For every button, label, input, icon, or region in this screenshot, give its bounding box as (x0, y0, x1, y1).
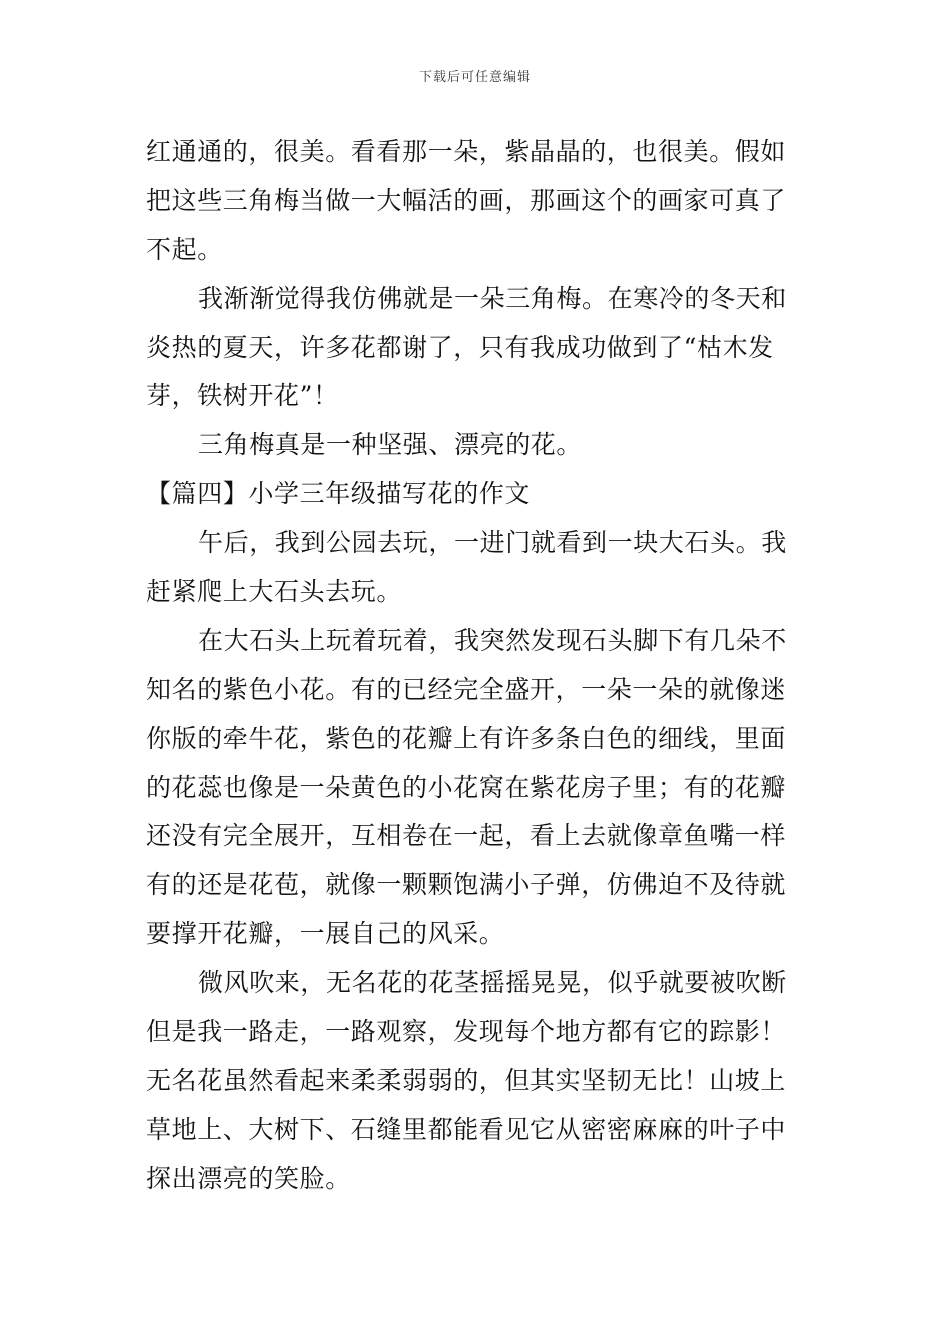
text-line: 的花蕊也像是一朵黄色的小花窝在紫花房子里；有的花瓣 (146, 772, 787, 802)
text-line: 探出漂亮的笑脸。 (146, 1163, 351, 1193)
text-line: 知名的紫色小花。有的已经完全盛开，一朵一朵的就像迷 (146, 674, 787, 704)
text-line: 我渐渐觉得我仿佛就是一朵三角梅。在寒冷的冬天和 (198, 283, 787, 313)
text-line: 在大石头上玩着玩着，我突然发现石头脚下有几朵不 (198, 625, 787, 655)
text-line: 芽，铁树开花”！ (146, 381, 339, 411)
text-line: 要撑开花瓣，一展自己的风采。 (146, 919, 505, 949)
text-line: 你版的牵牛花，紫色的花瓣上有许多条白色的细线，里面 (146, 723, 787, 753)
text-line: 三角梅真是一种坚强、漂亮的花。 (198, 430, 583, 460)
text-line: 还没有完全展开，互相卷在一起，看上去就像章鱼嘴一样 (146, 821, 787, 851)
text-line: 无名花虽然看起来柔柔弱弱的，但其实坚韧无比！山坡上 (146, 1065, 787, 1095)
page-header-note: 下载后可任意编辑 (418, 70, 531, 85)
text-line: 赶紧爬上大石头去玩。 (146, 577, 403, 607)
text-line: 草地上、大树下、石缝里都能看见它从密密麻麻的叶子中 (146, 1114, 787, 1144)
text-line: 微风吹来，无名花的花茎摇摇晃晃，似乎就要被吹断 (198, 968, 787, 998)
text-line: 不起。 (146, 234, 223, 264)
text-line: 有的还是花苞，就像一颗颗饱满小子弹，仿佛迫不及待就 (146, 870, 787, 900)
text-line: 红通通的，很美。看看那一朵，紫晶晶的，也很美。假如 (146, 137, 787, 166)
text-line: 【篇四】小学三年级描写花的作文 (146, 479, 531, 509)
text-line: 午后，我到公园去玩，一进门就看到一块大石头。我 (198, 528, 787, 558)
text-line: 把这些三角梅当做一大幅活的画，那画这个的画家可真了 (146, 185, 787, 215)
document-body (146, 128, 808, 1204)
text-line: 炎热的夏天，许多花都谢了，只有我成功做到了“枯木发 (146, 332, 774, 362)
text-line: 但是我一路走，一路观察，发现每个地方都有它的踪影！ (146, 1017, 787, 1047)
